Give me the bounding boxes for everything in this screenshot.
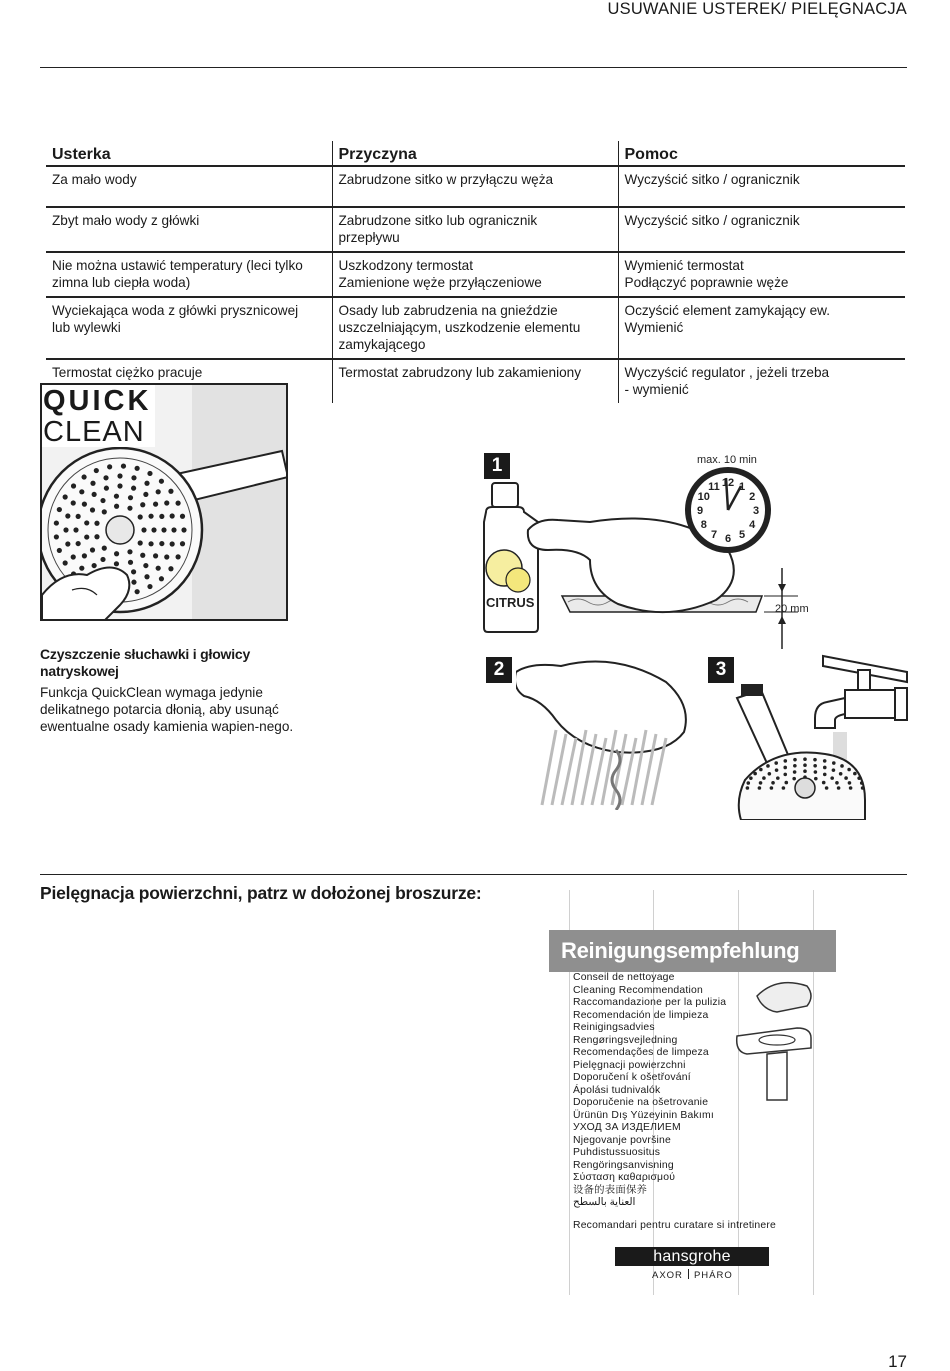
table-row: [46, 297, 905, 359]
clock-number: 10: [697, 491, 710, 503]
table-row: [46, 252, 905, 297]
clock-number: 7: [710, 529, 718, 542]
faucet-cleaning-icon: [727, 976, 815, 1106]
fault-cell: Nie można ustawić temperatury (leci tylko zimna lub ciepła woda): [46, 252, 332, 297]
cause-cell: Uszkodzony termostat Zamienione węże przyłączeniowe: [332, 252, 618, 297]
clock-number: 2: [749, 491, 756, 503]
care-divider: [40, 874, 907, 875]
clock-number: 1: [738, 480, 746, 493]
brochure-final-line: Recomandari pentru curatare si intretinere: [573, 1220, 777, 1231]
quickclean-logo: [42, 385, 155, 447]
clock-number: 9: [696, 505, 704, 517]
cleaning-brochure: [549, 890, 815, 1295]
remedy-cell: Wymienić termostat Podłączyć poprawnie węże: [618, 252, 905, 297]
remedy-cell: Wyczyścić regulator , jeżeli trzeba - wymienić: [618, 359, 905, 403]
troubleshooting-table: [46, 141, 905, 403]
cause-cell: Termostat zabrudzony lub zakamieniony: [332, 359, 618, 403]
table-header-row: [46, 141, 905, 166]
page-number: 17: [888, 1352, 907, 1371]
brochure-banner: Reinigungsempfehlung: [549, 930, 836, 972]
remedy-cell: Wyczyścić sitko / ogranicznik: [618, 166, 905, 207]
quickclean-word-clean: CLEAN: [43, 416, 145, 448]
tap-rinse-illustration: [735, 650, 910, 820]
hansgrohe-logo: hansgrohe: [615, 1247, 769, 1266]
cleaning-section-text: Funkcja QuickClean wymaga jedynie delikatnego potarcia dłonią, aby usunąć ewentualne osady kamienia wapien-nego.: [40, 685, 294, 735]
cleaning-section-title: Czyszczenie słuchawki i głowicy natryskowej: [40, 646, 251, 679]
column-header-fault: Usterka: [46, 141, 332, 166]
cause-cell: Osady lub zabrudzenia na gnieździe uszczelniającym, uszkodzenie elementu zamykającego: [332, 297, 618, 359]
quickclean-word-quick: QUICK: [43, 385, 152, 417]
clock-number: 8: [700, 519, 707, 531]
step-2-badge: 2: [486, 657, 512, 683]
max-time-label: max. 10 min: [697, 454, 757, 466]
cause-cell: Zabrudzone sitko lub ogranicznik przepływu: [332, 207, 618, 252]
rinse-shower-head-illustration: [516, 660, 696, 810]
clock-number: 6: [724, 533, 732, 545]
fault-cell: Termostat ciężko pracuje: [52, 365, 203, 380]
clock-number: 5: [738, 529, 746, 542]
depth-label: 20 mm: [775, 603, 809, 615]
column-header-remedy: Pomoc: [618, 141, 905, 166]
clock-icon: [688, 470, 768, 550]
brand-sublogos: AXOR PHÁRO: [652, 1270, 733, 1281]
citrus-bottle-icon: [484, 483, 538, 632]
clock-number: 3: [752, 505, 760, 517]
clock-number: 12: [721, 477, 735, 489]
step-1-badge: 1: [484, 453, 510, 479]
remedy-cell: Wyczyścić sitko / ogranicznik: [618, 207, 905, 252]
svg-text:CITRUS: CITRUS: [486, 595, 535, 610]
clock-number: 4: [749, 519, 756, 531]
step-3-badge: 3: [708, 657, 734, 683]
brochure-language-list: Conseil de nettoyage Cleaning Recommendation Raccomandazione per la pulizia Recomendación de limpieza Reinigingsadvies Rengøringsvejledning Recomendações de limpeza Pielęgnacji powierzchni Doporučení k ošetřování Ápolási tudnivalók Doporučenie na ošetrovanie Ürünün Dış Yüzeyinin Bakımı УХОД ЗА ИЗДЕЛИЕМ Njegovanje površine Puhdistussuositus Rengöringsanvisning Σύσταση καθαρισμού 设备的表面保养 العناية بالسطح: [573, 972, 727, 1208]
column-header-cause: Przyczyna: [332, 141, 618, 166]
faucet-icon: [815, 656, 907, 728]
page-header-title: USUWANIE USTEREK/ PIELĘGNACJA: [607, 0, 907, 18]
care-section-title: Pielęgnacja powierzchni, patrz w dołożonej broszurze:: [40, 883, 482, 903]
cause-cell: Zabrudzone sitko w przyłączu węża: [332, 166, 618, 207]
remedy-cell: Oczyścić element zamykający ew. Wymienić: [618, 297, 905, 359]
descaling-soak-illustration: [478, 450, 818, 650]
fault-cell: Wyciekająca woda z główki prysznicowej lub wylewki: [46, 297, 332, 359]
quickclean-illustration: [40, 383, 288, 621]
fault-cell: Za mało wody: [46, 166, 332, 207]
fault-cell: Zbyt mało wody z główki: [46, 207, 332, 252]
table-row: [46, 166, 905, 207]
header-divider: [40, 67, 907, 68]
clock-number: 11: [708, 480, 720, 493]
table-row: [46, 207, 905, 252]
